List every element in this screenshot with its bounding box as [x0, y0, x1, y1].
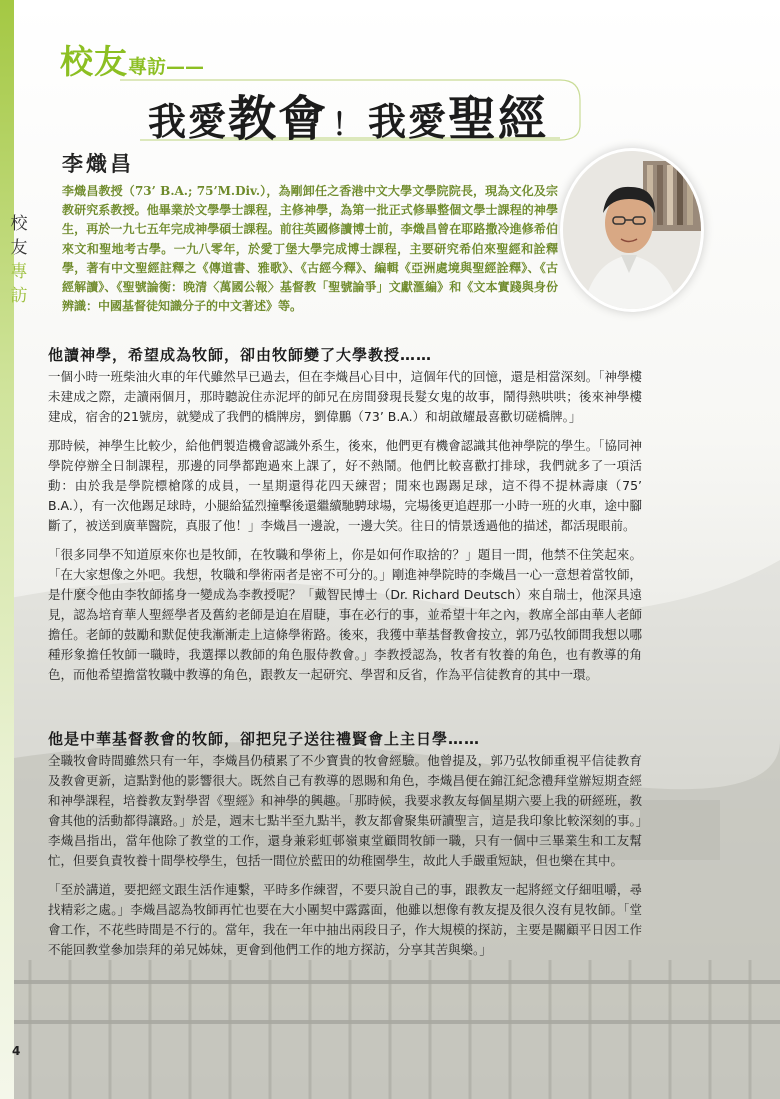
- section-heading: 他讀神學，希望成為牧師，卻由牧師變了大學教授……: [48, 346, 433, 364]
- headline-part: 我愛: [148, 100, 229, 144]
- portrait-photo: [560, 148, 704, 312]
- section-tab-char: 訪: [10, 286, 28, 306]
- article-section: [48, 344, 642, 694]
- paragraph: 「很多同學不知道原來你也是牧師，在牧職和學術上，你是如何作取捨的？」題目一問，他禁不住笑起來。「在大家想像之外吧。我想，牧職和學術兩者是密不可分的。」剛進神學院時的李熾昌一心一意想着當牧師，是什麼令他由李牧師搖身一變成為李教授呢？「戴智民博士（Dr. Richard Deutsch）來自瑞士，他深具遠見，認為培育華人聖經學者及舊約老師是迫在眉睫，事在必行的事，並希望十年之內，教席全部由華人老師擔任。老師的鼓勵和默促使我漸漸走上這條學術路。後來，我獲中華基督教會按立，郭乃弘牧師問我想以哪種形象擔任牧師一職時，我選擇以教師的角色服侍教會。」李教授認為，牧者有牧養的角色，也有教導的角色，而他希望擔當牧職中教導的角色，跟教友一起研究、學習和反省，作為平信徒教育的其中一環。: [48, 547, 642, 682]
- section-heading: 他是中華基督教會的牧師，卻把兒子送往禮賢會上主日學……: [48, 730, 481, 748]
- headline-emphasis: 聖經: [448, 91, 549, 147]
- headline-punct: ！: [332, 108, 365, 143]
- author-name: 李熾昌: [62, 152, 134, 176]
- page-number: 4: [12, 1044, 21, 1058]
- portrait-illustration: [563, 151, 701, 309]
- author-bio: 李熾昌教授（73’ B.A.; 75’M.Div.），為剛卸任之香港中文大學文學院院長，現為文化及宗教研究系教授。他畢業於文學學士課程，主修神學，為第一批正式修畢整個文學士課程的神學生，再於一九七五年完成神學碩士課程。前往英國修讀博士前，李熾昌曾在耶路撒冷進修希伯來文和聖地考古學。一九八零年，於愛丁堡大學完成博士課程，主要研究希伯來聖經和詮釋學，著有中文聖經註釋之《傳道書、雅歌》、《古經今釋》、編輯《亞洲處境與聖經詮釋》、《古經解讀》、《聖號論衡：晚清〈萬國公報〉基督教「聖號論爭」文獻滙編》和《文本實踐與身份辨識：中國基督徒知識分子的中文著述》等。: [62, 184, 558, 314]
- kicker-sub: 專訪——: [128, 56, 205, 78]
- section-tab-char: 專: [10, 262, 28, 282]
- paragraph: 那時候，神學生比較少，給他們製造機會認識外系生，後來，他們更有機會認識其他神學院的學生。「協同神學院停辦全日制課程，那邊的同學都跑過來上課了，好不熱鬧。他們比較喜歡打排球，我們就多了一項活動：由於我是學院標槍隊的成員，一星期還得花四天練習；閒來也踢踢足球，這不得不提林壽康（75’ B.A.），有一次他踢足球時，小腿給猛烈撞擊後還繼續馳騁球場，完場後更追趕那一小時一班的火車，途中腳斷了，被送到廣華醫院，真服了他！」李熾昌一邊說，一邊大笑。往日的情景透過他的描述，都活現眼前。: [48, 438, 642, 533]
- paragraph: 一個小時一班柴油火車的年代雖然早已過去，但在李熾昌心目中，這個年代的回憶，還是相當深刻。「神學樓未建成之際，走讀兩個月，那時聽說住赤泥坪的師兄在房間發現長髮女鬼的故事，鬧得熱哄哄；後來神學樓建成，宿舍的21號房，就變成了我們的橋牌房，劉偉鵬（73’ B.A.）和胡啟耀最喜歡切磋橋牌。」: [48, 369, 642, 424]
- section-tab-char: 友: [10, 238, 28, 258]
- paragraph: 「至於講道，要把經文跟生活作連繫，平時多作練習，不要只說自己的事，跟教友一起將經文仔細咀嚼，尋找精彩之處。」李熾昌認為牧師再忙也要在大小團契中露露面，他雖以想像有教友提及很久沒有見牧師。「堂會工作，不花些時間是不行的。當年，我在一年中抽出兩段日子，作大規模的探訪，主要是關顧平日因工作不能回教堂參加崇拜的弟兄姊妹，更會到他們工作的地方探訪，分享其苦與樂。」: [48, 882, 642, 957]
- page-title: [148, 80, 548, 149]
- headline-emphasis: 教會: [228, 91, 329, 147]
- kicker-main: 校友: [60, 42, 128, 81]
- section-tab-char: 校: [10, 214, 28, 234]
- headline-part: 我愛: [368, 100, 449, 144]
- paragraph: 全職牧會時間雖然只有一年，李熾昌仍積累了不少寶貴的牧會經驗。他曾提及，郭乃弘牧師重視平信徒教育及教會更新，這點對他的影響很大。既然自己有教導的恩賜和角色，李熾昌便在錦江紀念禮拜堂辦短期查經和神學課程，培養教友對學習《聖經》和神學的興趣。「那時候，我要求教友每個星期六要上我的研經班，教會其他的活動都得讓路。」於是，週末七點半至九點半，教友都會聚集研讀聖言，這是我印象比較深刻的事。」李熾昌指出，當年他除了教堂的工作，還身兼彩虹邨嶺東堂顧問牧師一職，只有一個中三畢業生和工友幫忙，但要負責牧養十間學校學生，包括一間位於藍田的幼稚園學生，故此人手嚴重短缺，但也樂在其中。: [48, 753, 642, 868]
- column-kicker: [60, 36, 204, 83]
- article-section: [48, 728, 642, 969]
